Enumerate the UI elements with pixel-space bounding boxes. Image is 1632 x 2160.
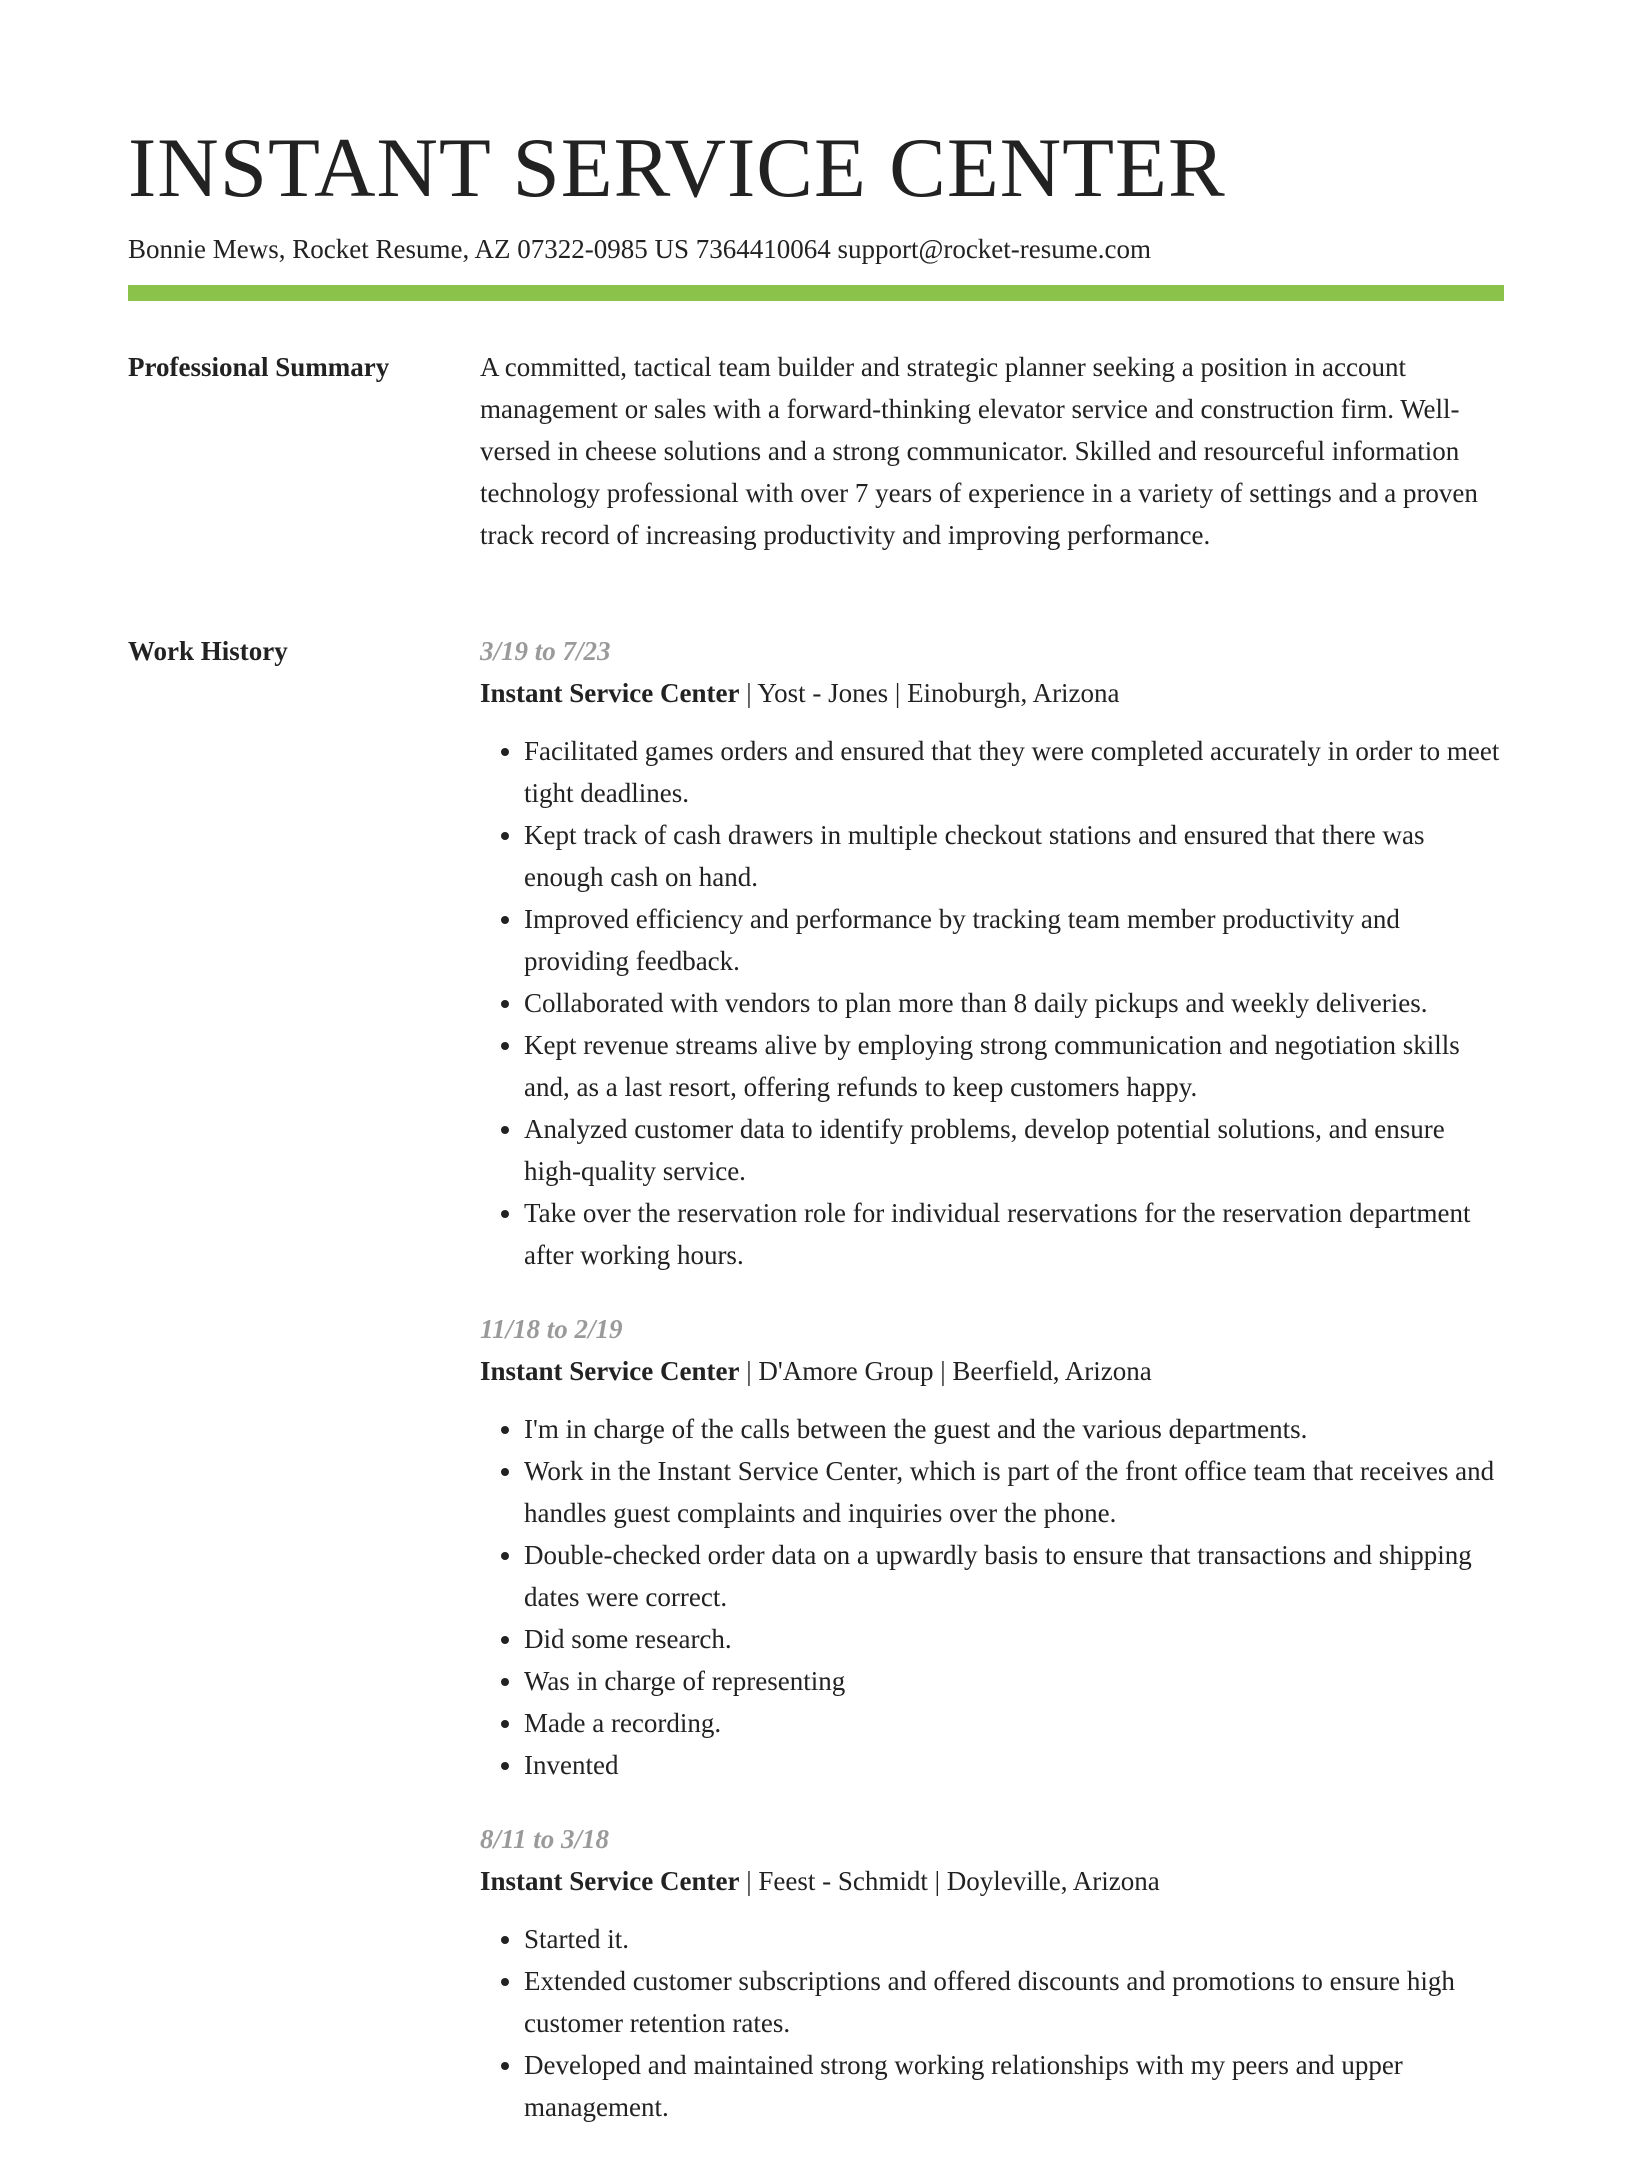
job-bullet-list <box>480 1918 1504 2128</box>
job-bullet-list <box>480 1408 1504 1786</box>
job-entry <box>480 630 1504 1276</box>
job-title: Instant Service Center <box>480 1356 740 1386</box>
job-dates: 11/18 to 2/19 <box>480 1314 623 1344</box>
job-bullet: • I'm in charge of the calls between the guest and the various departments. <box>524 1408 1504 1450</box>
job-bullet: • Analyzed customer data to identify problems, develop potential solutions, and ensure high-quality service. <box>524 1108 1504 1192</box>
job-entry <box>480 1818 1504 2128</box>
job-bullet-list <box>480 730 1504 1276</box>
contact-phone: 7364410064 <box>695 234 831 264</box>
job-header: Instant Service Center | D'Amore Group | Beerfield, Arizona <box>480 1356 1152 1386</box>
job-company: Feest - Schmidt <box>758 1866 928 1896</box>
job-bullet: • Kept track of cash drawers in multiple checkout stations and ensured that there was enough cash on hand. <box>524 814 1504 898</box>
job-header: Instant Service Center | Yost - Jones | Einoburgh, Arizona <box>480 678 1120 708</box>
job-bullet: • Started it. <box>524 1918 1504 1960</box>
job-bullet: • Was in charge of representing <box>524 1660 1504 1702</box>
summary-text: A committed, tactical team builder and strategic planner seeking a position in account management or sales with a forward-thinking elevator service and construction firm. Well-versed in cheese solutions and a strong communicator. Skilled and resourceful information technology professional with over 7 years of experience in a variety of settings and a proven track record of increasing productivity and improving performance. <box>480 352 1478 550</box>
resume-title: INSTANT SERVICE CENTER <box>128 121 1226 215</box>
job-location: Einoburgh, Arizona <box>907 678 1120 708</box>
summary-body <box>480 346 1504 556</box>
job-bullet: • Facilitated games orders and ensured that they were completed accurately in order to meet tight deadlines. <box>524 730 1504 814</box>
job-company: Yost - Jones <box>757 678 889 708</box>
job-bullet: • Invented <box>524 1744 1504 1786</box>
job-bullet: • Take over the reservation role for individual reservations for the reservation department after working hours. <box>524 1192 1504 1276</box>
contact-address: Bonnie Mews, Rocket Resume, AZ 07322-0985 US <box>128 234 689 264</box>
job-entry <box>480 1308 1504 1786</box>
job-company: D'Amore Group <box>758 1356 934 1386</box>
contact-email: support@rocket-resume.com <box>837 234 1151 264</box>
summary-heading: Professional Summary <box>128 352 390 382</box>
job-bullet: • Work in the Instant Service Center, which is part of the front office team that receives and handles guest complaints and inquiries over the phone. <box>524 1450 1504 1534</box>
work-history-body <box>480 630 1504 2160</box>
header-divider <box>128 285 1504 301</box>
work-history-heading: Work History <box>128 636 288 666</box>
job-bullet: • Developed and maintained strong working relationships with my peers and upper management. <box>524 2044 1504 2128</box>
job-location: Doyleville, Arizona <box>946 1866 1160 1896</box>
job-bullet: • Improved efficiency and performance by tracking team member productivity and providing feedback. <box>524 898 1504 982</box>
job-bullet: • Collaborated with vendors to plan more than 8 daily pickups and weekly deliveries. <box>524 982 1504 1024</box>
job-bullet: • Extended customer subscriptions and offered discounts and promotions to ensure high customer retention rates. <box>524 1960 1504 2044</box>
job-title: Instant Service Center <box>480 678 740 708</box>
job-bullet: • Double-checked order data on a upwardly basis to ensure that transactions and shipping dates were correct. <box>524 1534 1504 1618</box>
job-title: Instant Service Center <box>480 1866 740 1896</box>
job-location: Beerfield, Arizona <box>952 1356 1152 1386</box>
job-bullet: • Did some research. <box>524 1618 1504 1660</box>
job-dates: 8/11 to 3/18 <box>480 1824 610 1854</box>
contact-line <box>128 232 1151 266</box>
job-bullet: • Kept revenue streams alive by employing strong communication and negotiation skills and, as a last resort, offering refunds to keep customers happy. <box>524 1024 1504 1108</box>
job-dates: 3/19 to 7/23 <box>480 636 611 666</box>
job-header: Instant Service Center | Feest - Schmidt | Doyleville, Arizona <box>480 1866 1160 1896</box>
job-bullet: • Made a recording. <box>524 1702 1504 1744</box>
